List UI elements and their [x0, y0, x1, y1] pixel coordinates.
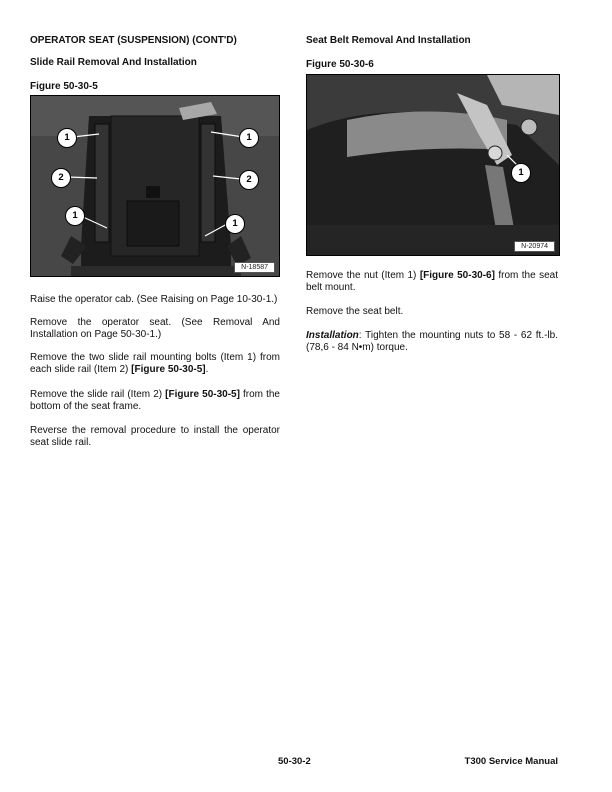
figure-50-30-6-caption: Figure 50-30-6 [306, 59, 374, 70]
slide-rail-subheading: Slide Rail Removal And Installation [30, 57, 197, 68]
figure-50-30-5-photo [30, 95, 280, 277]
callout-item-1: 1 [225, 214, 245, 234]
callout-item-2: 2 [51, 168, 71, 188]
instruction-reverse: Reverse the removal procedure to install the operator seat slide rail. [30, 425, 280, 449]
figure-id-label: N-18587 [234, 262, 275, 273]
figure-reference: [Figure 50-30-6] [419, 270, 495, 281]
callout-item-1: 1 [65, 206, 85, 226]
figure-id-label: N-20974 [514, 241, 555, 252]
installation-note: Installation: Tighten the mounting nuts to 58 - 62 ft.-lb. (78,6 - 84 N•m) torque. [306, 330, 558, 354]
instruction-raise-cab: Raise the operator cab. (See Raising on Page 10-30-1.) [30, 294, 278, 305]
instruction-remove-bolts: Remove the two slide rail mounting bolts (Item 1) from each slide rail (Item 2) [Figure 50-30-5]. [30, 352, 280, 376]
instruction-remove-nut: Remove the nut (Item 1) [Figure 50-30-6] from the seat belt mount. [306, 270, 558, 294]
page-number: 50-30-2 [278, 756, 311, 767]
callout-item-1: 1 [57, 128, 77, 148]
figure-50-30-5-caption: Figure 50-30-5 [30, 81, 98, 92]
instruction-remove-belt: Remove the seat belt. [306, 306, 404, 317]
manual-title: T300 Service Manual [464, 756, 558, 767]
seat-belt-subheading: Seat Belt Removal And Installation [306, 35, 471, 46]
instruction-remove-seat: Remove the operator seat. (See Removal And Installation on Page 50-30-1.) [30, 317, 280, 341]
figure-reference: [Figure 50-30-5] [165, 389, 240, 400]
figure-reference: [Figure 50-30-5] [131, 364, 206, 376]
section-title: OPERATOR SEAT (SUSPENSION) (CONT'D) [30, 35, 237, 46]
callout-item-1: 1 [239, 128, 259, 148]
callout-item-2: 2 [239, 170, 259, 190]
figure-50-30-6-photo [306, 74, 560, 256]
instruction-remove-rail: Remove the slide rail (Item 2) [Figure 50-30-5] from the bottom of the seat frame. [30, 389, 280, 413]
installation-label: Installation [306, 330, 359, 341]
callout-item-1: 1 [511, 163, 531, 183]
